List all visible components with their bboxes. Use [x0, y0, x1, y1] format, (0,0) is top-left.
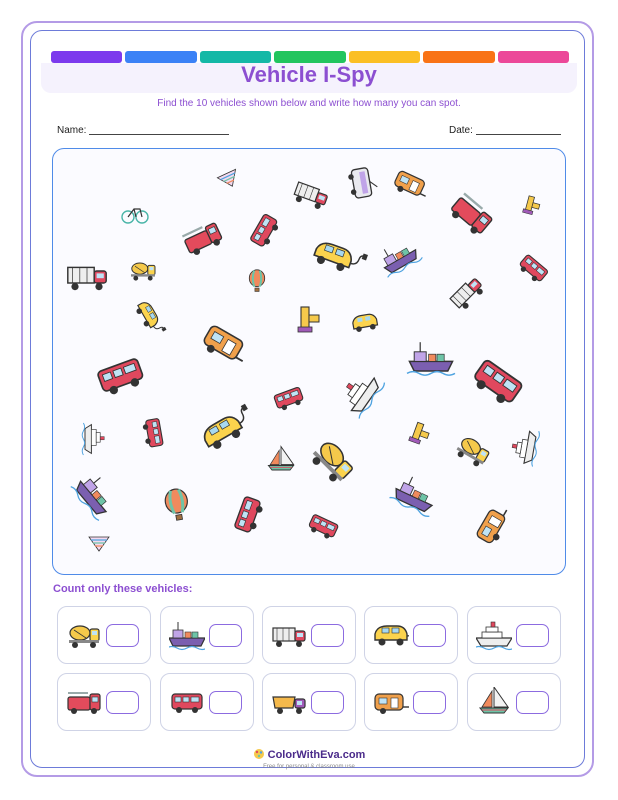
scene-mixer-1: [131, 263, 155, 281]
scene-bus-1: [250, 214, 281, 249]
vehicle-card: [57, 606, 151, 664]
footer: [0, 745, 618, 770]
count-answer-box[interactable]: [311, 691, 344, 714]
scene-ecar-2: [134, 299, 166, 338]
tipper-truck-icon: [271, 687, 307, 719]
count-answer-box[interactable]: [106, 691, 139, 714]
scene-bike-1: [122, 209, 148, 223]
count-answer-box[interactable]: [106, 624, 139, 647]
page-subtitle: Find the 10 vehicles shown below and write how many you can spot.: [157, 98, 461, 109]
scene-dump-truck-1: [292, 182, 329, 211]
name-field[interactable]: [57, 124, 229, 136]
count-title: Count only these vehicles:: [53, 583, 193, 595]
scene-crane-2: [298, 307, 319, 332]
vehicle-card: [467, 673, 561, 731]
count-answer-box[interactable]: [516, 691, 549, 714]
count-answer-box[interactable]: [209, 624, 242, 647]
vehicle-card: [262, 606, 356, 664]
scene-bus-6: [142, 418, 164, 448]
count-answer-box[interactable]: [413, 624, 446, 647]
scene-bus-8: [307, 514, 339, 541]
count-answer-box[interactable]: [516, 624, 549, 647]
vehicle-card: [160, 673, 254, 731]
scene-bus-4: [470, 359, 523, 408]
scene-bus-2: [517, 254, 549, 284]
scene-cargo-2: [407, 342, 455, 375]
vehicle-card: [160, 606, 254, 664]
scene-ecar-1: [312, 238, 368, 279]
footer-tagline: Free for personal & classroom use: [263, 764, 355, 770]
date-line[interactable]: [476, 124, 561, 135]
scene-dump-truck-3: [450, 276, 486, 312]
page-title: Vehicle I-Spy: [241, 62, 377, 87]
brand-name-part1: ColorWith: [267, 749, 321, 761]
scene-caravan-2: [200, 324, 251, 369]
scene-minicar-1: [352, 313, 378, 333]
scene-caravan-1: [392, 170, 431, 202]
count-answer-box[interactable]: [413, 691, 446, 714]
brand-name-part2: Eva.com: [320, 749, 366, 761]
scene-cargo-4: [389, 472, 442, 518]
scene-dump-truck-2: [68, 267, 106, 290]
date-field[interactable]: [449, 124, 561, 136]
scene-crane-3: [409, 422, 432, 447]
scene-tram-1: [347, 166, 379, 199]
palette-icon: [253, 748, 265, 760]
vehicle-card: [364, 606, 458, 664]
scene-bus-5: [274, 387, 305, 412]
scene-cruise-3: [509, 427, 540, 467]
cement-mixer-icon: [66, 620, 102, 652]
scene-crane-1: [523, 195, 542, 216]
scene-firetruck-1: [448, 193, 494, 237]
vehicle-card: [364, 673, 458, 731]
scene-balloon-1: [249, 270, 264, 292]
scene-flag-2: [89, 537, 109, 551]
footer-brand: [0, 745, 618, 763]
name-label: Name:: [57, 125, 87, 136]
count-answer-box[interactable]: [311, 624, 344, 647]
fire-truck-icon: [66, 687, 102, 719]
scene-mixer-2: [308, 438, 356, 486]
name-line[interactable]: [89, 124, 229, 135]
cruise-ship-icon: [476, 620, 512, 652]
cargo-ship-icon: [169, 620, 205, 652]
scene-caravan-3: [476, 503, 514, 546]
scene-firetruck-2: [182, 222, 224, 258]
i-spy-scene: [52, 148, 566, 575]
scene-cruise-2: [82, 423, 104, 455]
scattered-vehicles: [53, 149, 566, 575]
date-label: Date:: [449, 125, 473, 136]
scene-cruise-1: [336, 366, 386, 419]
dump-truck-icon: [271, 620, 307, 652]
scene-mixer-3: [454, 435, 491, 469]
scene-sailboat-1: [268, 447, 293, 470]
caravan-icon: [373, 687, 409, 719]
vehicle-card: [262, 673, 356, 731]
scene-ecar-3: [199, 404, 258, 453]
scene-cargo-3: [69, 468, 120, 521]
scene-bus-3: [97, 358, 146, 397]
vehicle-card: [467, 606, 561, 664]
electric-car-icon: [373, 620, 409, 652]
scene-balloon-2: [163, 487, 190, 521]
vehicle-card: [57, 673, 151, 731]
scene-cargo-1: [375, 235, 423, 279]
scene-bus-7: [234, 496, 265, 534]
scene-flag-1: [217, 169, 241, 190]
bus-icon: [169, 687, 205, 719]
count-answer-box[interactable]: [209, 691, 242, 714]
sailboat-icon: [476, 687, 512, 719]
